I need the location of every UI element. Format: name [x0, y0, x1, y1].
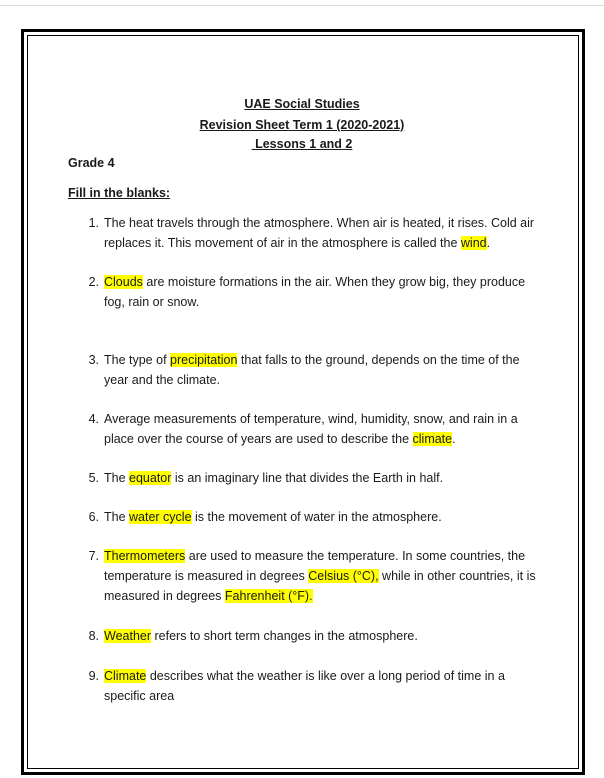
item-number: 5. [88, 471, 99, 485]
answer-highlight: Climate [104, 669, 147, 683]
item-text-part: describes what the weather is like over a long period of time in a specific area [104, 669, 505, 703]
document-title: UAE Social Studies [244, 97, 360, 111]
item-number: 7. [88, 549, 99, 563]
answer-highlight: water cycle [129, 510, 192, 524]
answer-highlight: Thermometers [104, 549, 186, 563]
item-text-part: The [104, 510, 130, 524]
item-text-part: The heat travels through the atmosphere. When air is heated, it rises. Cold air replaces it. This movement of air in the atmosphere is called the [104, 216, 535, 250]
answer-highlight: climate [412, 432, 453, 446]
item-text [104, 666, 544, 706]
document-subtitle: Revision Sheet Term 1 (2020-2021) [199, 118, 405, 132]
item-text-part: The [104, 471, 130, 485]
item-number: 2. [88, 275, 99, 289]
item-text [104, 409, 544, 449]
item-text [104, 546, 544, 606]
item-text-part: . [486, 236, 491, 250]
section-title: Fill in the blanks: [68, 186, 171, 200]
item-text-part: are used to measure the temperature. In some countries, the temperature is measured in degrees [104, 549, 526, 583]
item-text-part: is an imaginary line that divides the Earth in half. [171, 471, 444, 485]
item-text-part: Average measurements of temperature, wind, humidity, snow, and rain in a place over the course of years are used to describe the [104, 412, 518, 446]
answer-highlight: wind [460, 236, 487, 250]
item-text [104, 350, 544, 390]
answer-highlight: Clouds [104, 275, 143, 289]
answer-highlight: Celsius (°C), [308, 569, 379, 583]
answer-highlight: Weather [104, 629, 152, 643]
item-number: 4. [88, 412, 99, 426]
item-text-part: . [452, 432, 456, 446]
item-text-part: refers to short term changes in the atmosphere. [151, 629, 418, 643]
item-text [104, 272, 544, 312]
item-number: 3. [88, 353, 99, 367]
item-text-part: while in other countries, it is measured in degrees [104, 569, 536, 603]
item-text-part: that falls to the ground, depends on the time of the year and the climate. [104, 353, 520, 387]
item-number: 8. [88, 629, 99, 643]
item-text-part: The type of [104, 353, 171, 367]
item-text [104, 213, 544, 253]
grade-label: Grade 4 [68, 156, 115, 170]
item-text [104, 468, 544, 488]
answer-highlight: precipitation [170, 353, 238, 367]
item-text [104, 626, 544, 646]
item-number: 1. [88, 216, 99, 230]
answer-highlight: equator [129, 471, 172, 485]
lessons-heading: Lessons 1 and 2 [251, 137, 353, 151]
item-number: 9. [88, 669, 99, 683]
item-text-part: are moisture formations in the air. When they grow big, they produce fog, rain or snow. [104, 275, 526, 309]
item-text [104, 507, 544, 527]
item-text-part: is the movement of water in the atmosphere. [191, 510, 442, 524]
item-number: 6. [88, 510, 99, 524]
answer-highlight: Fahrenheit (°F). [224, 589, 313, 603]
